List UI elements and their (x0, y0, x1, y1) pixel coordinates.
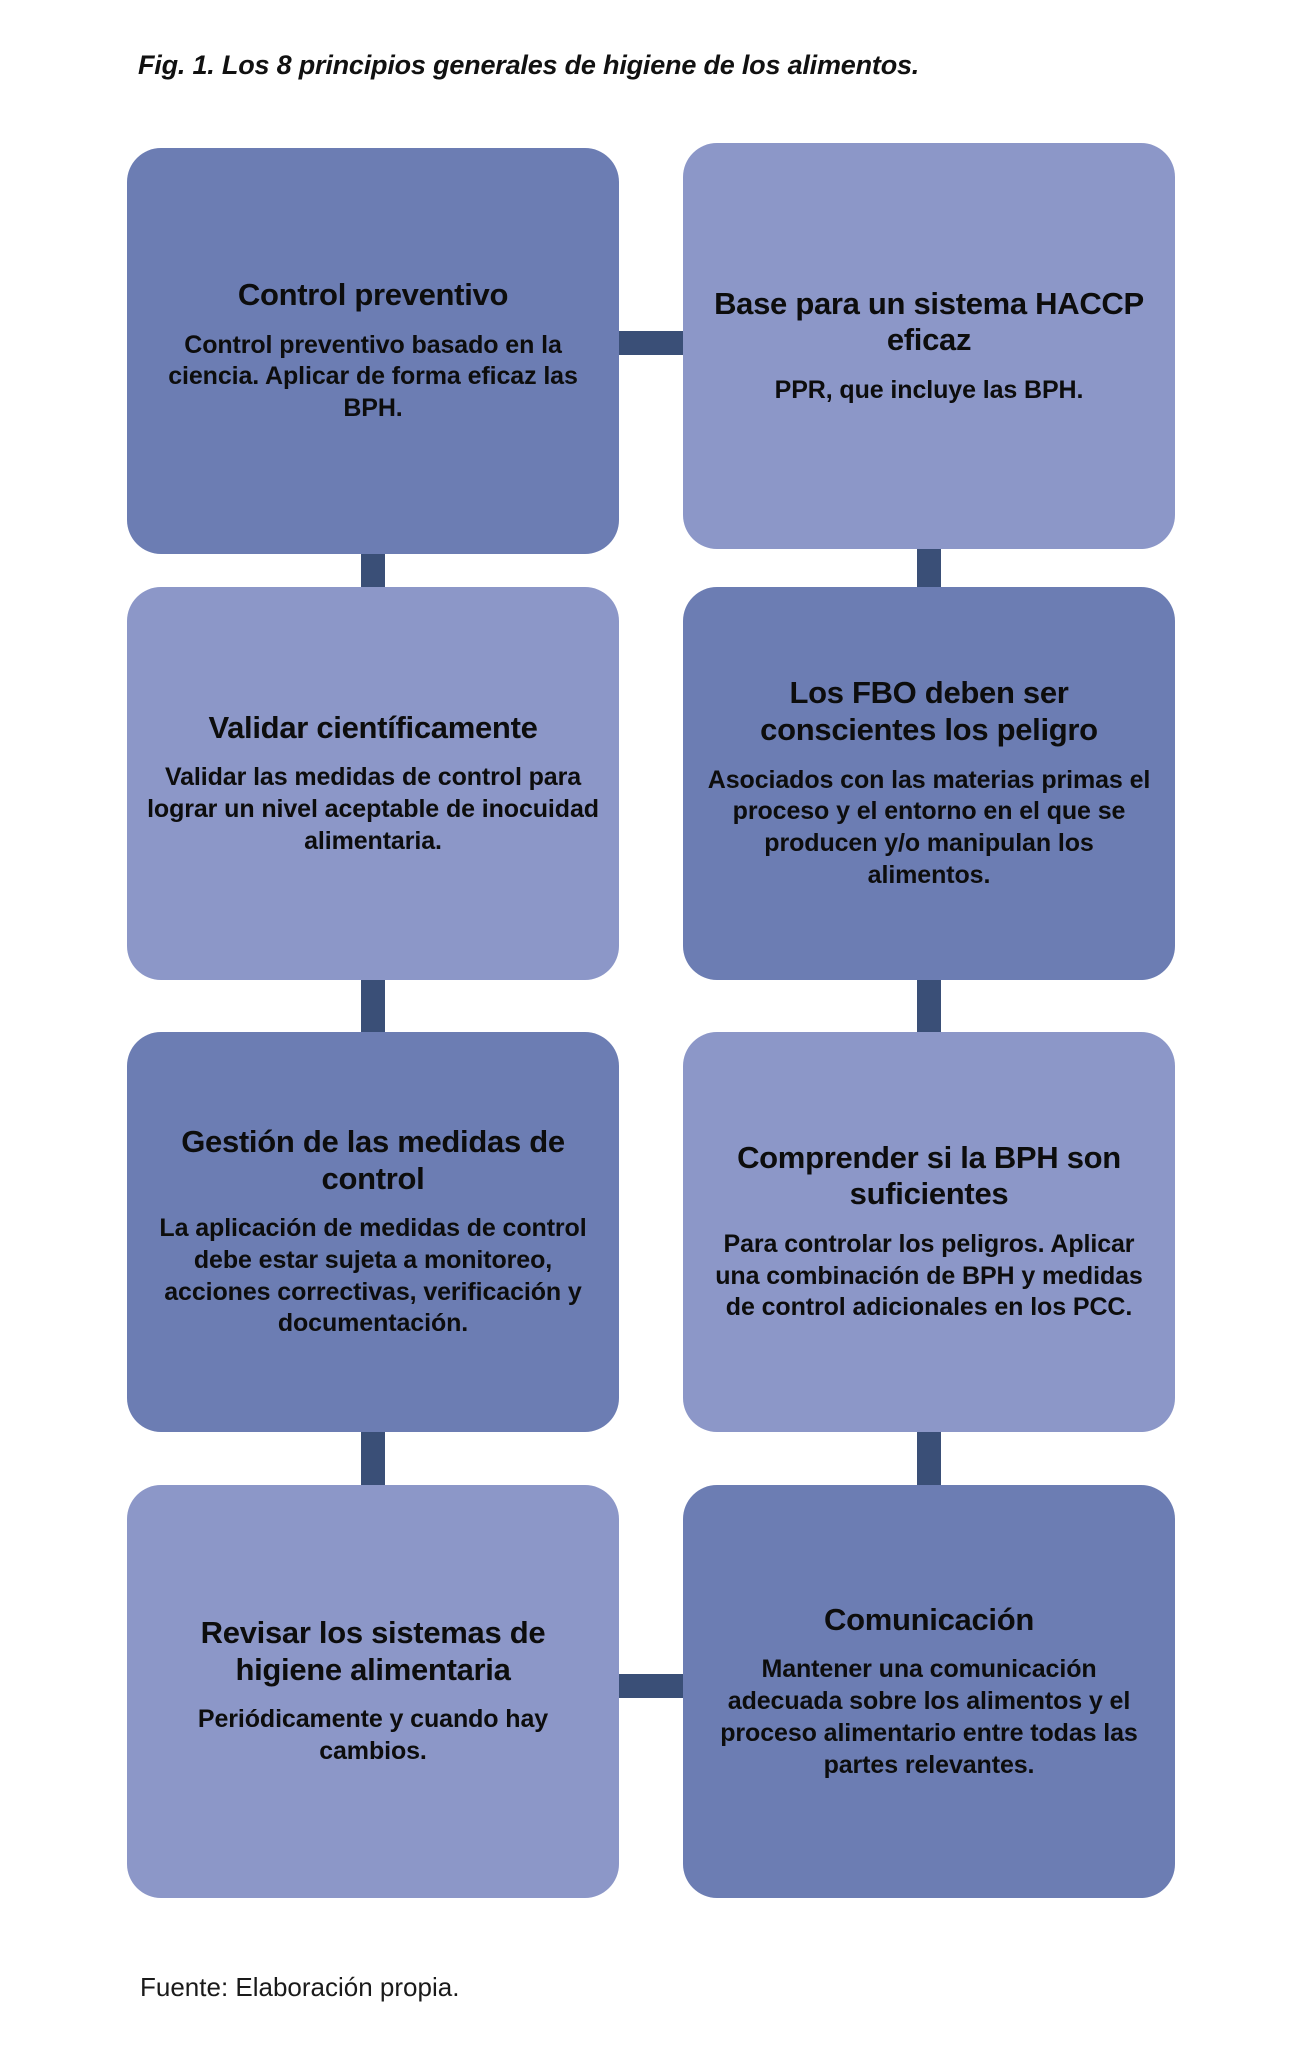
principle-title: Validar científicamente (208, 709, 538, 745)
principle-node (127, 1032, 619, 1432)
principle-node (127, 1485, 619, 1898)
principle-body: Asociados con las materias primas el proceso y el entorno en el que se producen y/o manipulan los alimentos. (707, 765, 1151, 889)
principle-body: Para controlar los peligros. Aplicar una combinación de BPH y medidas de control adicionales en los PCC. (715, 1229, 1143, 1322)
principle-node (683, 1032, 1175, 1432)
principle-title: Control preventivo (237, 277, 509, 313)
principle-title: Comprender si la BPH son suficientes (737, 1139, 1121, 1212)
principle-body: PPR, que incluye las BPH. (774, 375, 1084, 404)
principle-title: Los FBO deben ser conscientes los peligro (760, 675, 1098, 747)
principle-node (127, 587, 619, 980)
principle-title: Comunicación (824, 1601, 1034, 1637)
principle-title: Base para un sistema HACCP eficaz (714, 285, 1144, 358)
principle-node (683, 143, 1175, 549)
principle-body: La aplicación de medidas de control debe estar sujeta a monitoreo, acciones correctivas, verificación y documentación. (159, 1214, 587, 1338)
principle-node (683, 1485, 1175, 1898)
figure-caption: Fig. 1. Los 8 principios generales de higiene de los alimentos. (138, 50, 920, 80)
principle-node (683, 587, 1175, 980)
principle-node (127, 148, 619, 554)
principle-body: Control preventivo basado en la ciencia. Aplicar de forma eficaz las BPH. (168, 330, 578, 423)
source-note: Fuente: Elaboración propia. (140, 1972, 460, 2002)
principle-body: Validar las medidas de control para lograr un nivel aceptable de inocuidad alimentaria. (147, 763, 599, 855)
principle-title: Revisar los sistemas de higiene alimentaria (200, 1615, 546, 1687)
principle-title: Gestión de las medidas de control (181, 1123, 565, 1196)
principle-body: Periódicamente y cuando hay cambios. (197, 1705, 549, 1766)
principle-body: Mantener una comunicación adecuada sobre los alimentos y el proceso alimentario entre todas las partes relevantes. (720, 1655, 1138, 1779)
